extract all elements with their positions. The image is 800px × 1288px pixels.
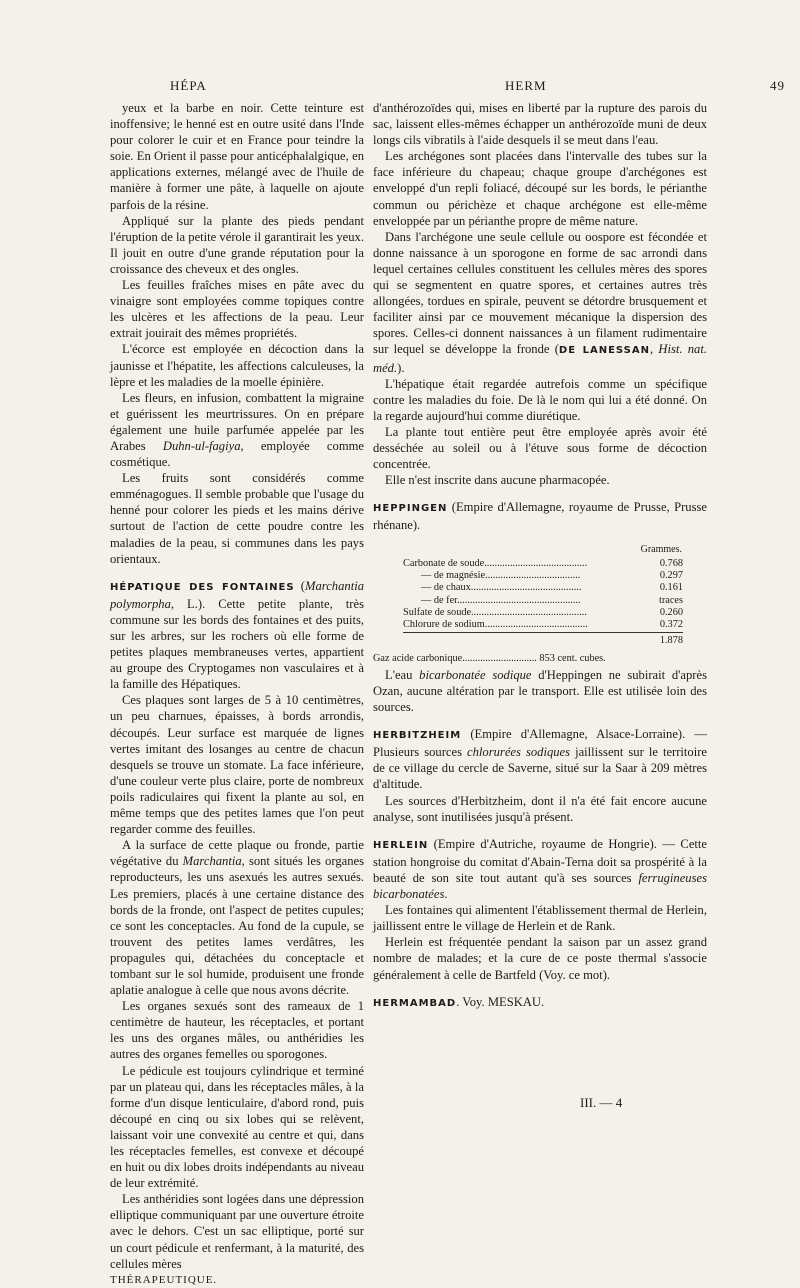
paragraph: yeux et la barbe en noir. Cette teinture est inoffensive; le henné est en outre usité dans l'Inde pour colorer le cuir et en France pour teindre la soie. En Orient il passe pour anticéphalalgique, en applications externes, mélangé avec de l'huile de manière à former une pâte, à laquelle on ajoute parfois de la résine. (110, 101, 364, 212)
running-head-left: HÉPA (170, 78, 207, 93)
entry-heading: HEPPINGEN (373, 503, 448, 515)
paragraph: Les archégones sont placées dans l'intervalle des tubes sur la face inférieure du chapeau; chaque groupe d'archégones est enveloppé d'un repli foliacé, découpé sur les bords, le périanthe commun ou périchèze et chaque archégone est elle-même enveloppée par un périanthe propre de même nature. (373, 149, 707, 228)
table-row: — de chaux........................................... 0.161 (421, 582, 683, 594)
running-head-center: HERM (505, 78, 547, 93)
table-total-row: 1.878 (403, 632, 683, 647)
paragraph: Appliqué sur la plante des pieds pendant l'éruption de la petite vérole il garantirait les yeux. Il jouit en outre d'une grande réputation pour la croissance des cheveux et des ongles. (110, 213, 364, 276)
entry-heading: HÉPATIQUE DES FONTAINES (110, 581, 295, 593)
page-number: 49 (770, 78, 785, 93)
paragraph: d'anthérozoïdes qui, mises en liberté par la rupture des parois du sac, laissent elles-mêmes échapper un anthérozoïde muni de deux longs cils vibratils à l'aide desquels il se meut dans l'eau. (373, 101, 707, 148)
gas-line: Gaz acide carbonique............................. 853 cent. cubes. (373, 652, 606, 664)
paragraph: Herlein est fréquentée pendant la saison par un assez grand nombre de malades; et la cure de ce poste thermal s'associe généralement à celle de Bartfeld (Voy. ce mot). (373, 935, 707, 982)
paragraph: Elle n'est inscrite dans aucune pharmacopée. (385, 473, 610, 488)
paragraph: Les anthéridies sont logées dans une dépression elliptique communiquant par une ouverture étroite avec le dehors. C'est un sac elliptique, porté sur un court pédicule et renfermant, à la maturité, des cellules mères (110, 1192, 364, 1271)
left-column (110, 100, 364, 1288)
table-unit: Grammes. (640, 544, 682, 556)
table-row: Carbonate de soude........................................ 0.768 (403, 557, 683, 569)
entry-herbitzheim: HERBITZHEIM (Empire d'Allemagne, Alsace-Lorraine). — Plusieurs sources chlorurées sodiques jaillissent sur le territoire de ce village du cercle de Saverne, situé sur la Saar à 209 mètres d'altitude. (373, 727, 708, 792)
entry-hepatique: HÉPATIQUE DES FONTAINES (Marchantia polymorpha, L.). Cette petite plante, très commune sur les bords des fontaines et des puits, sur les arbres, sur les rochers où elle forme de petites plaques membraneuses vertes, appartient au groupe des Cryptogames non vasculaires et à la famille des Hépatiques. (110, 578, 364, 692)
entry-heading: HERMAMBAD (373, 997, 457, 1009)
paragraph: Les feuilles fraîches mises en pâte avec du vinaigre sont employées comme topiques contre les ulcères et les affections de la peau. Leur extrait jouirait des mêmes propriétés. (110, 278, 364, 341)
table-row: Sulfate de soude............................................. 0.260 (403, 606, 683, 618)
paragraph: Le pédicule est toujours cylindrique et terminé par un plateau qui, dans les réceptacles mâles, à la forme d'un disque lenticulaire, d'abord rond, puis découpé en cinq ou six lobes qui se relèvent, laissant voir une convexité au centre et qui, dans les réceptacles femelles, est convexe et découpé en huit ou dix lobes droits indépendants au niveau de leur extrémité. (110, 1063, 364, 1191)
entry-heading: HERLEIN (373, 839, 429, 851)
paragraph: A la surface de cette plaque ou fronde, partie végétative du Marchantia, sont situés les organes reproducteurs, les uns asexués les autres sexués. Les premiers, placés à une certaine distance des bords de la fronde, ont l'aspect de petites cupules; ce sont les conceptacles. Au fond de la cupule, se trouvent des petites lames verdâtres, les propagules qui, détachées du conceptacle et tombant sur le sol humide, produisent une fronde aplatie analogue à celle que nous avons décrite. (110, 838, 364, 998)
paragraph: Ces plaques sont larges de 5 à 10 centimètres, un peu charnues, épaisses, à bords arrondis, découpés. Leur surface est marquée de lignes vertes imitant des losanges au centre de chacun desquels se trouve un stomate. La face inférieure, d'une couleur verte plus claire, porte de nombreux poils radiculaires qui fixent la plante au sol, en même temps que des petites lames que l'on peut regarder comme des feuilles. (110, 693, 364, 837)
footer-signature: THÉRAPEUTIQUE. (110, 1273, 218, 1286)
entry-herlein: HERLEIN (Empire d'Autriche, royaume de Hongrie). — Cette station hongroise du comitat d'Abain-Terna doit sa prospérité à la beauté de son site tout autant qu'à ses sources ferrugineuses bicarbonatées. (373, 836, 707, 902)
paragraph: Les sources d'Herbitzheim, dont il n'a été fait encore aucune analyse, sont inutilisées jusqu'à présent. (373, 793, 707, 824)
table-row: Chlorure de sodium........................................ 0.372 (403, 619, 683, 631)
paragraph: Dans l'archégone une seule cellule ou oospore est fécondée et donne naissance à un sporogone en forme de sac arrondi dans lequel certaines cellules constituent les cellules mères des spores qui se segmentent en quatre spores, et certaines autres très allongées, tordues en spirale, peuvent se détordre brusquement et faciliter ainsi par ce mouvement mécanique la dispersion des spores. Celles-ci donnent naissances à un filament rudimentaire sur lequel se développe la fronde (DE LANESSAN, Hist. nat. méd.). (373, 229, 707, 375)
entry-heading: HERBITZHEIM (373, 730, 462, 742)
right-column (373, 100, 707, 1012)
paragraph: L'eau bicarbonatée sodique d'Heppingen ne subirait d'après Ozan, aucune altération par le transport. Elle est utilisée loin des sources. (373, 667, 707, 715)
table-row: — de magnésie..................................... 0.297 (421, 570, 683, 582)
entry-hermambad: HERMAMBAD. Voy. MESKAU. (373, 994, 545, 1009)
paragraph: Les fontaines qui alimentent l'établissement thermal de Herlein, jaillissent entre le village de Herlein et de Rank. (373, 903, 707, 934)
entry-heppingen: HEPPINGEN (Empire d'Allemagne, royaume de Prusse, Prusse rhénane). (373, 500, 707, 533)
paragraph: L'hépatique était regardée autrefois comme un spécifique contre les maladies du foie. De là le nom qui lui a été donné. On la regarde aujourd'hui comme diurétique. (373, 376, 707, 423)
paragraph: L'écorce est employée en décoction dans la jaunisse et l'hépatite, les affections calculeuses, la lèpre et les maladies de la moelle épinière. (110, 342, 364, 389)
table-row: — de fer................................................ traces (421, 594, 683, 606)
paragraph: La plante tout entière peut être employée après avoir été desséchée au soleil ou à l'étuve sous forme de décoction concentrée. (373, 424, 707, 472)
paragraph: Les fruits sont considérés comme emménagogues. Il semble probable que l'usage du henné pour colorer les pieds et les mains dérive surtout de l'action de cette poudre contre les maladies de la peau, si communes dans les pays orientaux. (110, 471, 364, 566)
analysis-table (403, 543, 683, 646)
paragraph: Les organes sexués sont des rameaux de 1 centimètre de hauteur, les réceptacles, et portant les uns des organes mâles, ou anthéridies les autres des organes femelles ou sporogones. (110, 999, 364, 1062)
sheet-signature: III. — 4 (580, 1095, 623, 1110)
paragraph: Les fleurs, en infusion, combattent la migraine et guérissent les meurtrissures. On en prépare également une huile parfumée appelée par les Arabes Duhn-ul-fagiya, employée comme cosmétique. (110, 390, 364, 470)
